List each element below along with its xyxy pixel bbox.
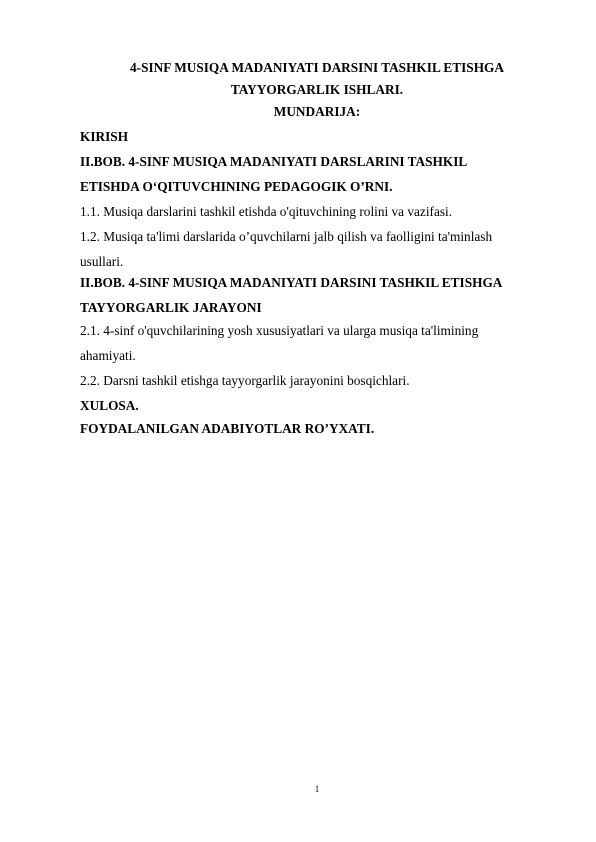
toc-line: 2.2. Darsni tashkil etishga tayyorgarlik jarayonini bosqichlari. — [80, 373, 410, 388]
toc-line: XULOSA. — [80, 398, 139, 413]
toc-line: KIRISH — [80, 129, 129, 144]
toc-line: II.BOB. 4-SINF MUSIQA MADANIYATI DARSLARINI TASHKIL — [80, 154, 468, 169]
toc-line: II.BOB. 4-SINF MUSIQA MADANIYATI DARSINI TASHKIL ETISHGA — [80, 275, 503, 290]
toc-line: usullari. — [80, 254, 124, 269]
toc-line: 1.1. Musiqa darslarini tashkil etishda o'qituvchining rolini va vazifasi. — [80, 204, 453, 219]
toc-line: 2.1. 4-sinf o'quvchilarining yosh xususiyatlari va ularga musiqa ta'limining — [80, 323, 479, 338]
toc-line: FOYDALANILGAN ADABIYOTLAR RO’YXATI. — [80, 421, 375, 436]
toc-line: ahamiyati. — [80, 348, 136, 363]
contents-heading: MUNDARIJA: — [273, 104, 361, 119]
toc-line: ETISHDA O‘QITUVCHINING PEDAGOGIK O’RNI. — [80, 179, 393, 194]
document-title-line-2: TAYYORGARLIK ISHLARI. — [230, 82, 404, 97]
toc-line: TAYYORGARLIK JARAYONI — [80, 300, 262, 315]
page-number: 1 — [314, 784, 320, 794]
document-title-line-1: 4-SINF MUSIQA MADANIYATI DARSINI TASHKIL ETISHGA — [130, 60, 504, 75]
toc-line: 1.2. Musiqa ta'limi darslarida o’quvchilarni jalb qilish va faolligini ta'minlash — [80, 229, 493, 244]
